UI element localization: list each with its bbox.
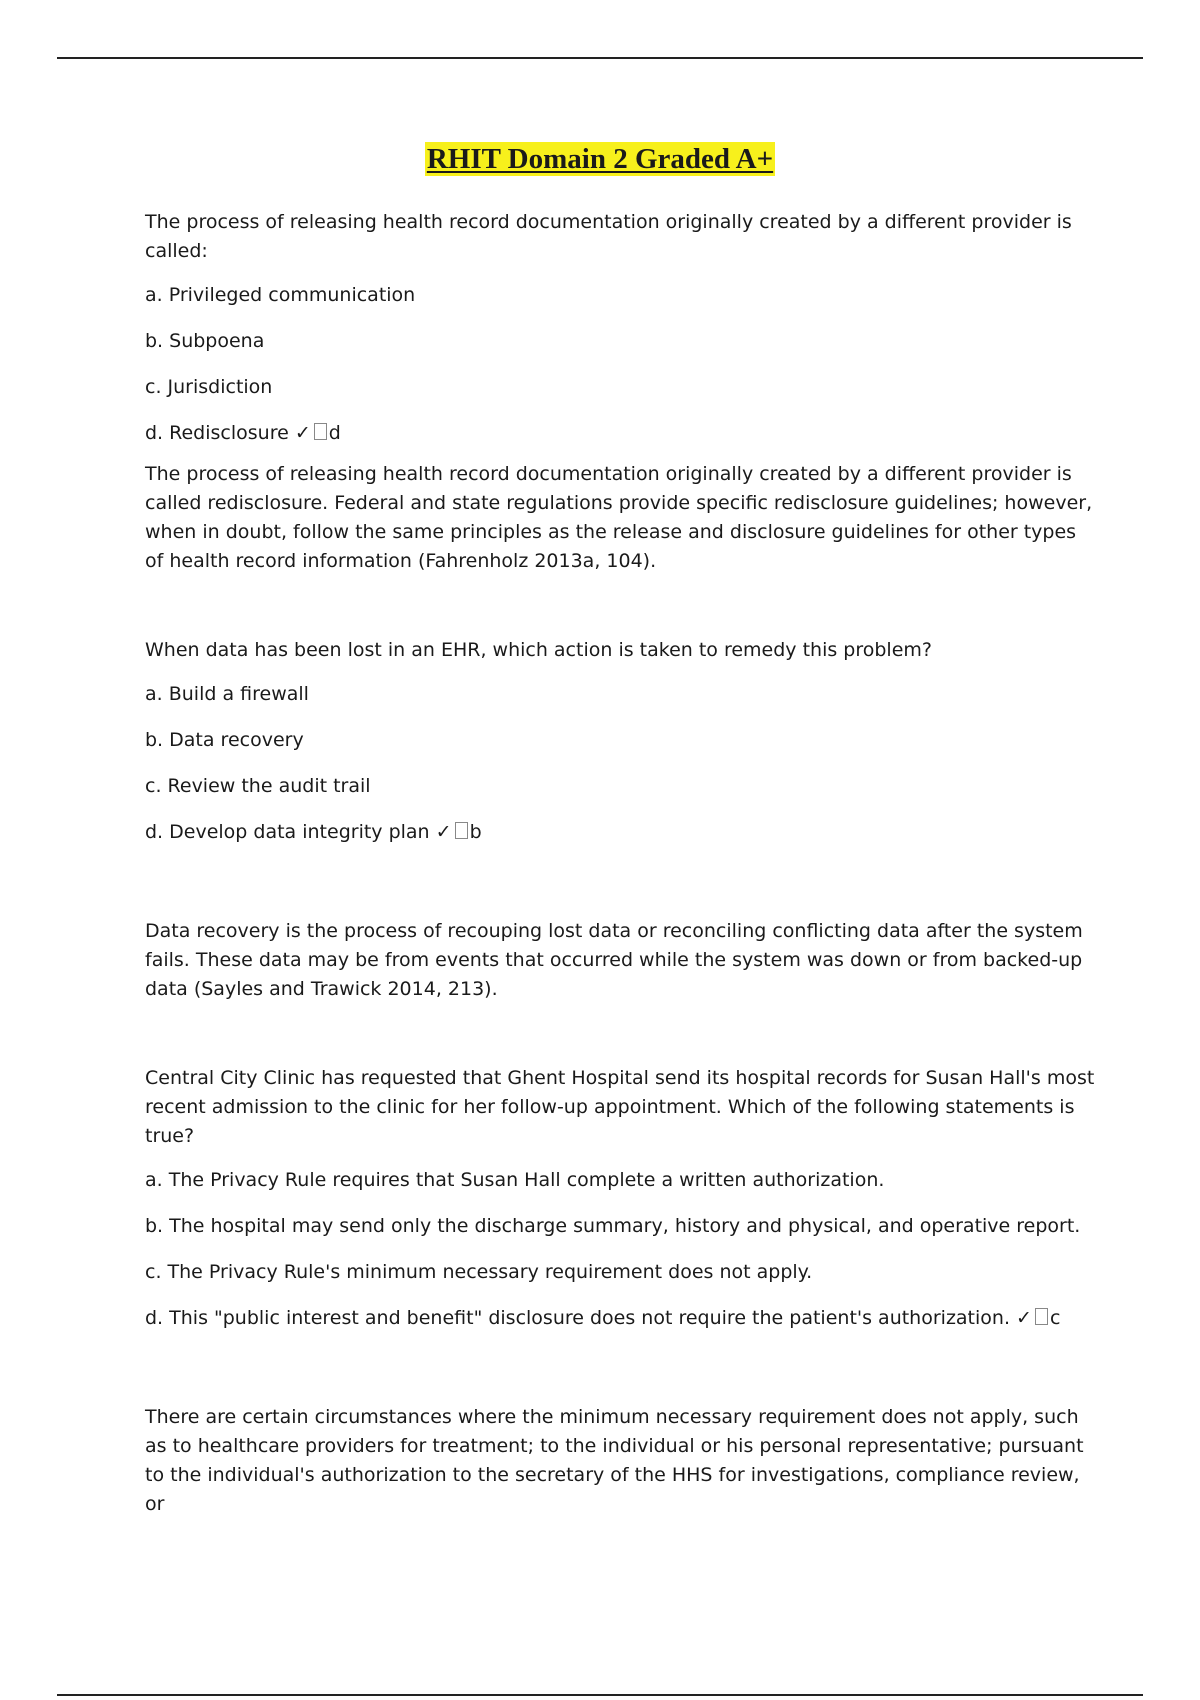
explanation-text: Data recovery is the process of recouping lost data or reconciling conflicting data after the system fails. These data may be from events that occurred while the system was down or from backed-up data (Sayles and Trawick 2014, 213). — [145, 920, 1083, 1000]
answer-option: c. Review the audit trail — [145, 775, 371, 797]
checkmark-icon: ✓ — [1016, 1307, 1032, 1329]
question-text: The process of releasing health record documentation originally created by a different provider is called: — [145, 211, 1072, 262]
answer-option-final — [145, 419, 1095, 448]
answer-letter: c — [1049, 1307, 1061, 1329]
header-rule — [57, 57, 1143, 59]
answer-option: a. The Privacy Rule requires that Susan Hall complete a written authorization. — [145, 1169, 885, 1191]
placeholder-box-icon — [314, 423, 327, 440]
answer-option: b. The hospital may send only the discharge summary, history and physical, and operative report. — [145, 1215, 1081, 1237]
answer-option: a. Build a firewall — [145, 683, 309, 705]
footer-rule — [57, 1694, 1143, 1696]
document-title: RHIT Domain 2 Graded A+ — [426, 143, 774, 175]
answer-option: b. Data recovery — [145, 729, 304, 751]
answer-option-text: d. Develop data integrity plan — [145, 821, 430, 843]
answer-option-text: d. Redisclosure — [145, 422, 289, 444]
answer-option: b. Subpoena — [145, 330, 265, 352]
answer-letter: b — [469, 821, 482, 843]
title-container — [0, 142, 1200, 176]
answer-option: c. Jurisdiction — [145, 376, 273, 398]
answer-option: c. The Privacy Rule's minimum necessary requirement does not apply. — [145, 1261, 813, 1283]
checkmark-icon: ✓ — [294, 422, 311, 444]
question-text: When data has been lost in an EHR, which action is taken to remedy this problem? — [145, 639, 932, 661]
explanation-text: There are certain circumstances where the minimum necessary requirement does not apply, such as to healthcare providers for treatment; to the individual or his personal representative; pursuant to the individual's authorization to the secretary of the HHS for investigations, compliance review, or — [145, 1406, 1084, 1515]
answer-option: a. Privileged communication — [145, 284, 416, 306]
placeholder-box-icon — [455, 822, 468, 839]
answer-option-text: d. This "public interest and benefit" disclosure does not require the patient's authorization. — [145, 1307, 1010, 1329]
question-text: Central City Clinic has requested that Ghent Hospital send its hospital records for Susan Hall's most recent admission to the clinic for her follow-up appointment. Which of the following statements is true? — [145, 1067, 1095, 1147]
checkmark-icon: ✓ — [435, 821, 452, 843]
placeholder-box-icon — [1035, 1308, 1048, 1325]
document-body — [145, 208, 1095, 1519]
explanation-text: The process of releasing health record documentation originally created by a different provider is called redisclosure. Federal and state regulations provide specific redisclosure guidelines; however, when in doubt, follow the same principles as the release and disclosure guidelines for other types of health record information (Fahrenholz 2013a, 104). — [145, 463, 1093, 572]
answer-letter: d — [328, 422, 341, 444]
answer-option-final — [145, 818, 1095, 847]
answer-option-final — [145, 1304, 1095, 1333]
